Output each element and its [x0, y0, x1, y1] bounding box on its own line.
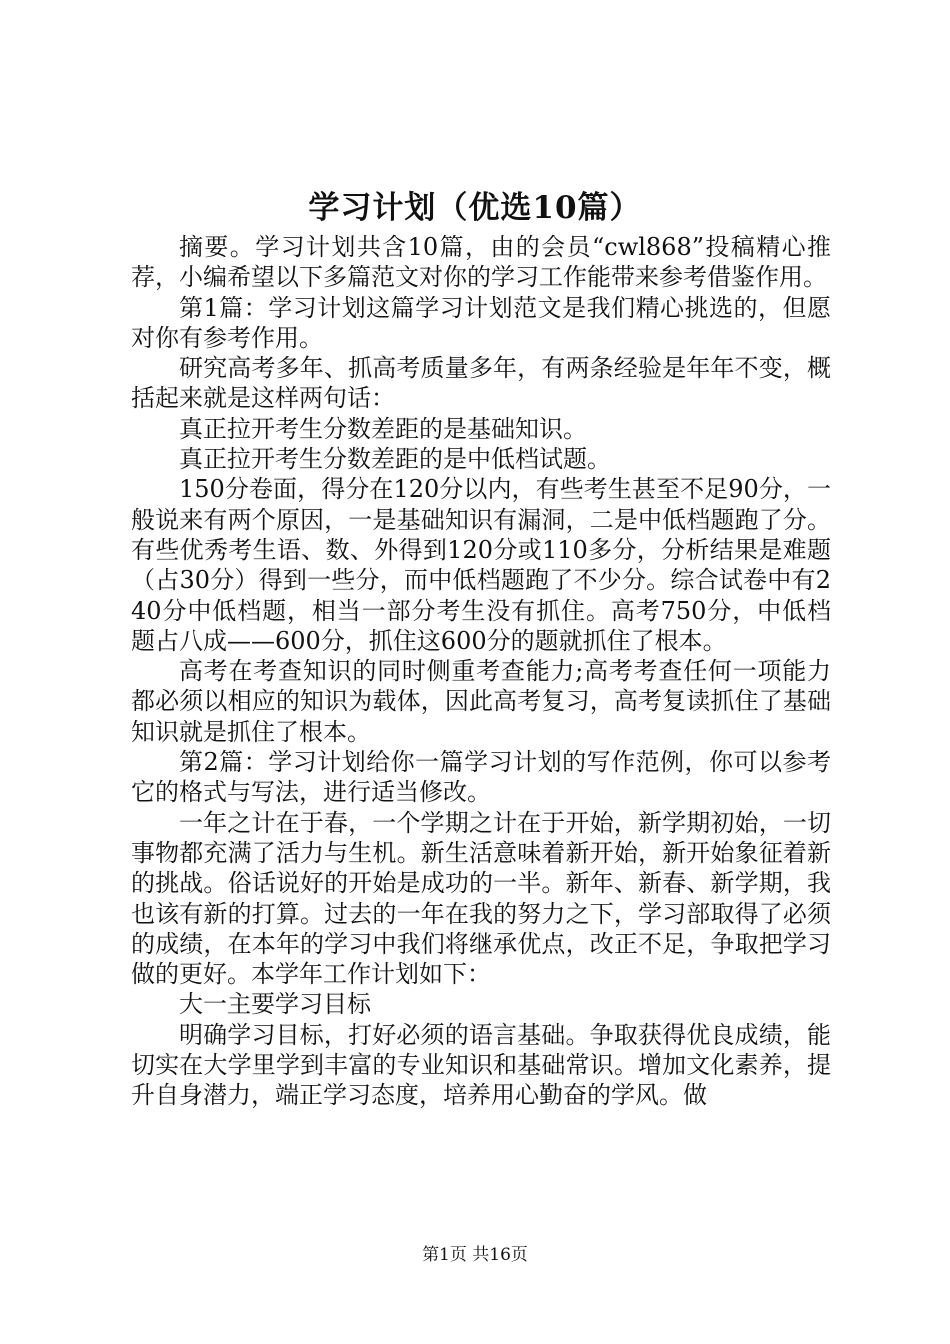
paragraph: 一年之计在于春，一个学期之计在于开始，新学期初始，一切事物都充满了活力与生机。新生活意味着新开始，新开始象征着新的挑战。俗话说好的开始是成功的一半。新年、新春、新学期，我也该有新的打算。过去的一年在我的努力之下，学习部取得了必须的成绩，在本年的学习中我们将继承优点，改正不足，争取把学习做的更好。本学年工作计划如下： [131, 808, 831, 989]
paragraph: 150分卷面，得分在120分以内，有些考生甚至不足90分，一般说来有两个原因，一是基础知识有漏洞，二是中低档题跑了分。有些优秀考生语、数、外得到120分或110多分，分析结果是难题（占30分）得到一些分，而中低档题跑了不少分。综合试卷中有240分中低档题，相当一部分考生没有抓住。高考750分，中低档题占八成——600分，抓住这600分的题就抓住了根本。 [131, 475, 831, 655]
paragraph: 真正拉开考生分数差距的是中低档试题。 [179, 445, 611, 474]
paragraph: 明确学习目标，打好必须的语言基础。争取获得优良成绩，能切实在大学里学到丰富的专业知识和基础常识。增加文化素养，提升自身潜力，端正学习态度，培养用心勤奋的学风。做 [131, 1020, 831, 1110]
paragraph-abstract: 摘要。学习计划共含10篇，由的会员“cwl868”投稿精心推荐，小编希望以下多篇范文对你的学习工作能带来参考借鉴作用。 [131, 233, 831, 292]
document-title: 学习计划（优选10篇） [308, 190, 642, 226]
paragraph: 研究高考多年、抓高考质量多年，有两条经验是年年不变，概括起来就是这样两句话： [131, 354, 831, 413]
paragraph: 真正拉开考生分数差距的是基础知识。 [179, 414, 587, 443]
paragraph-article-1-intro: 第1篇：学习计划这篇学习计划范文是我们精心挑选的，但愿对你有参考作用。 [131, 293, 831, 352]
paragraph: 高考在考查知识的同时侧重考查能力;高考考查任何一项能力都必须以相应的知识为载体，因此高考复习，高考复读抓住了基础知识就是抓住了根本。 [131, 657, 831, 746]
paragraph-article-2-intro: 第2篇：学习计划给你一篇学习计划的写作范例，你可以参考它的格式与写法，进行适当修改。 [131, 748, 831, 807]
page-number-footer: 第1页 共16页 [422, 1245, 528, 1265]
section-heading: 大一主要学习目标 [179, 990, 371, 1019]
document-body [131, 232, 831, 1111]
